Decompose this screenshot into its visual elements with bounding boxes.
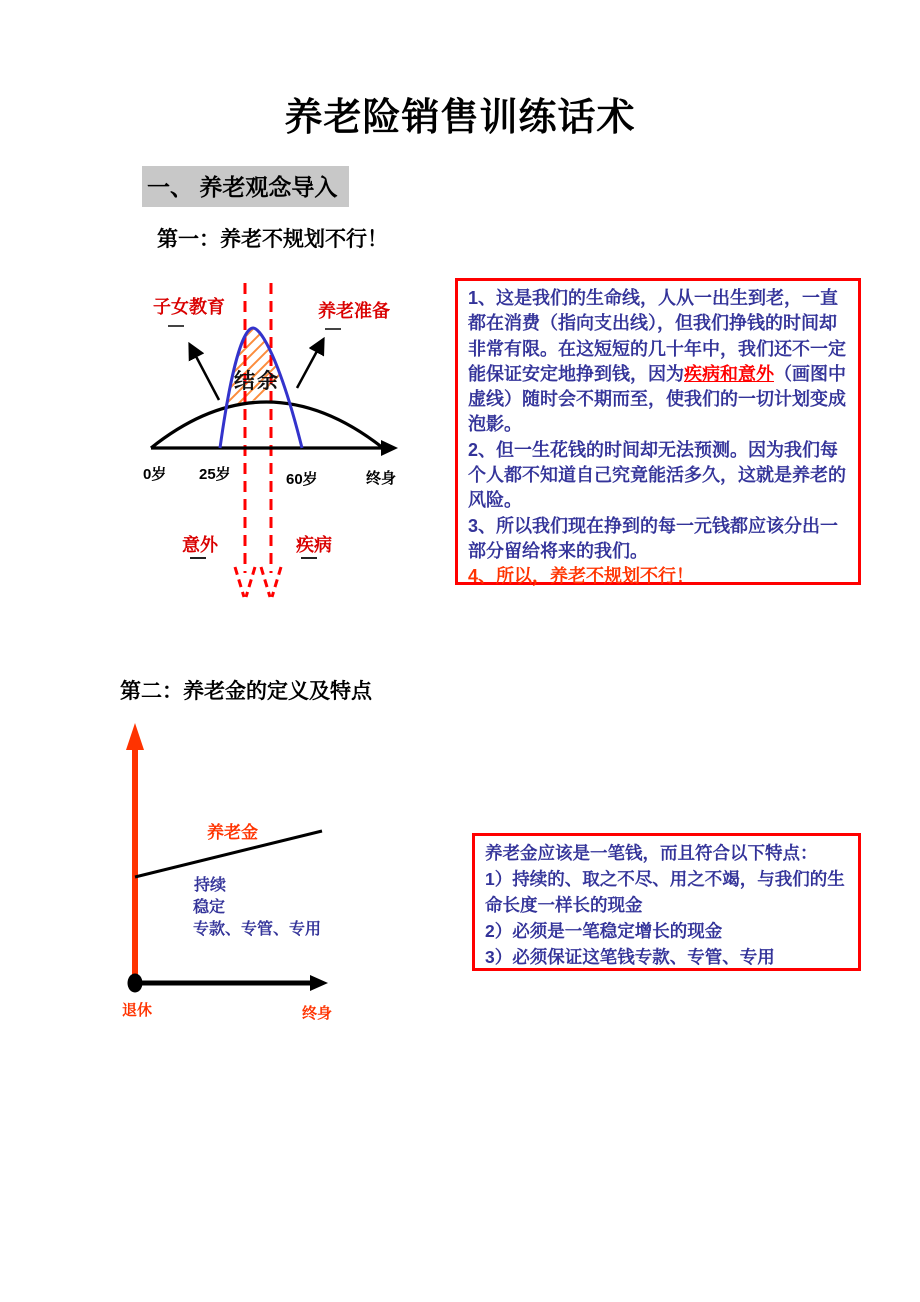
page-title: 养老险销售训练话术: [284, 97, 636, 139]
label-surplus: 结余: [234, 370, 280, 393]
x-axis-arrowhead: [310, 975, 328, 991]
pension-prep-emphasis-dash: [325, 328, 341, 330]
accident-emphasis-dash: [190, 557, 206, 559]
box1-point-1: [468, 286, 849, 438]
section-header: 一、 养老观念导入: [142, 166, 349, 207]
arrow-to-child-education: [190, 345, 219, 400]
heading-first: 第一：养老不规划不行！: [157, 228, 388, 251]
box1-point-1-rest: （画图中虚线）随时会不期而至，使我们的一切计划变成泡影。: [468, 363, 846, 435]
label-child-education: 子女教育: [153, 297, 225, 317]
label-continuous: 持续: [194, 877, 227, 894]
label-stable: 稳定: [193, 899, 226, 916]
explanation-box-1: [455, 278, 861, 585]
box1-illness-accident-highlight: 疾病和意外: [684, 363, 774, 384]
box2-feature-2: 2）必须是一笔稳定增长的现金: [485, 921, 723, 941]
y-axis-arrowhead: [126, 723, 144, 750]
axis-label-age25: 25岁: [199, 466, 231, 483]
heading-second: 第二：养老金的定义及特点: [120, 680, 372, 703]
label-dedicated: 专款、专管、专用: [193, 921, 322, 938]
box1-point-1-text: 1、这是我们的生命线，人从一出生到老，一直都在消费（指向支出线），但我们挣钱的时间却非常有限。在这短短的几十年中，我们还不一定能保证安定地挣到钱，因为: [468, 288, 846, 384]
lifetime-axis-arrowhead: [381, 440, 398, 456]
label-accident: 意外: [182, 535, 218, 555]
box2-feature-3: 3）必须保证这笔钱专款、专管、专用: [485, 947, 775, 967]
label-pension: 养老金: [207, 823, 258, 842]
box1-point-3: 3、所以我们现在挣到的每一元钱都应该分出一部分留给将来的我们。: [468, 515, 839, 561]
origin-dot: [128, 974, 143, 993]
label-retirement: 退休: [122, 1002, 153, 1019]
label-illness: 疾病: [296, 535, 332, 555]
axis-label-lifetime: 终身: [366, 470, 397, 487]
axis-label-age60: 60岁: [286, 471, 318, 488]
pension-axis-canvas: [110, 710, 400, 1030]
spending-curve: [151, 402, 383, 448]
life-curve-canvas: [120, 270, 440, 610]
pension-axis-diagram: [110, 710, 400, 1030]
life-curve-diagram: [120, 270, 440, 610]
box2-intro: 养老金应该是一笔钱，而且符合以下特点：: [485, 843, 818, 863]
child-education-emphasis-dash: [168, 325, 184, 327]
explanation-box-2: [472, 833, 861, 971]
illness-emphasis-dash: [301, 557, 317, 559]
box2-feature-1: 1）持续的、取之不尽、用之不竭，与我们的生命长度一样长的现金: [485, 869, 845, 915]
label-lifetime-2: 终身: [302, 1005, 333, 1022]
box1-point-2: 2、但一生花钱的时间却无法预测。因为我们每个人都不知道自己究竟能活多久，这就是养老的风险。: [468, 439, 846, 511]
box1-point-4-conclusion: 4、所以，养老不规划不行！: [468, 566, 695, 587]
axis-label-age0: 0岁: [143, 466, 167, 483]
label-pension-prep: 养老准备: [318, 301, 390, 321]
arrow-to-pension-prep: [297, 340, 323, 388]
